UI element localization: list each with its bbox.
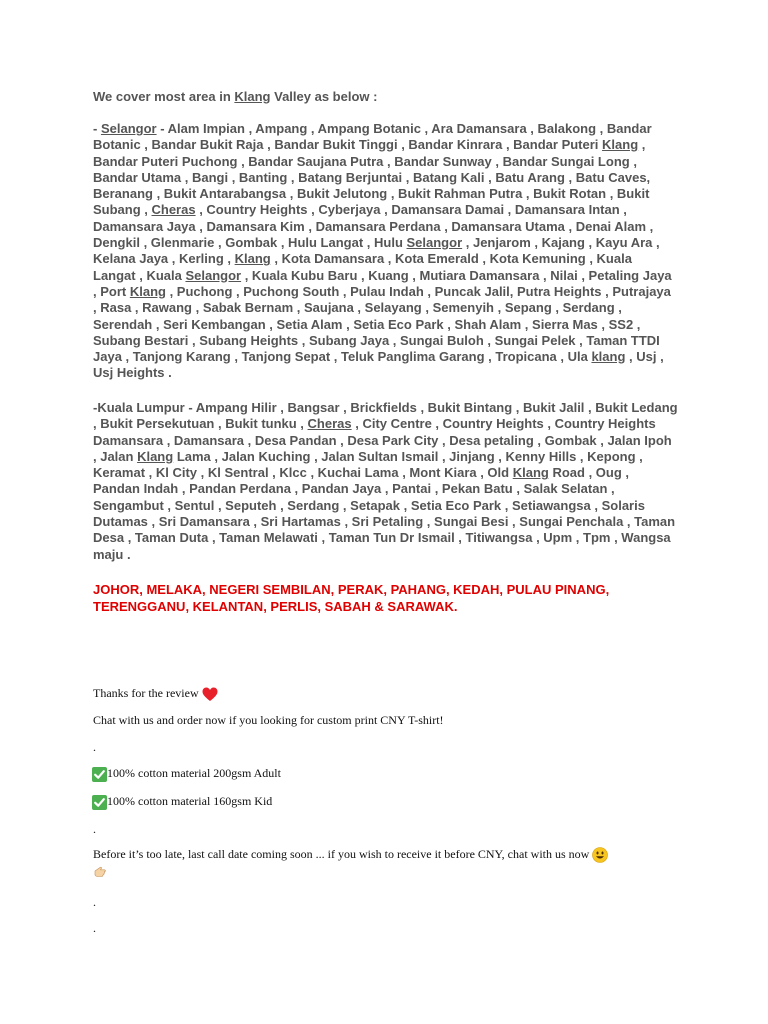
adult-line bbox=[92, 766, 281, 782]
selangor-area-list bbox=[93, 121, 678, 382]
klang-link[interactable]: Klang bbox=[512, 465, 549, 481]
area-text: Road , Oug , Pandan Indah , Pandan Perdana , Pandan Jaya , Pantai , Pekan Batu , Salak Selatan , Sengambut , Sentul , Seputeh , Serdang , Setapak , Setia Eco Park , Setiawangsa , Solaris Dutamas , Sri Damansara , Sri Hartamas , Sri Petaling , Sungai Besi , Sungai Penchala , Taman Desa , Taman Duta , Taman Melawati , Taman Tun Dr Ismail , Titiwangsa , Upm , Tpm , Wangsa maju . bbox=[93, 465, 676, 562]
kid-line bbox=[92, 794, 272, 810]
thanks-text: Thanks for the review bbox=[93, 686, 199, 700]
klang-link[interactable]: Klang bbox=[234, 89, 271, 104]
cheras-link[interactable]: Cheras bbox=[151, 202, 196, 218]
selangor-link[interactable]: Selangor bbox=[406, 235, 463, 251]
klang-link[interactable]: Klang bbox=[234, 251, 271, 267]
before-text: Before it’s too late, last call date coming soon ... if you wish to receive it before CNY, chat with us now bbox=[93, 847, 590, 861]
area-text: , Jenjarom , Kajang , Kayu Ara , Kelana Jaya , Kerling , bbox=[93, 235, 660, 267]
list-prefix: - bbox=[93, 121, 101, 136]
klang-link[interactable]: Klang bbox=[602, 137, 639, 153]
selangor-link[interactable]: Selangor bbox=[185, 267, 242, 283]
adult-text: 100% cotton material 200gsm Adult bbox=[107, 766, 281, 780]
heading-text-end: Valley as below : bbox=[270, 89, 378, 104]
chat-line: Chat with us and order now if you looking for custom print CNY T-shirt! bbox=[93, 713, 444, 727]
area-text: , City Centre , Country Heights , Country Heights Damansara , Damansara , Desa Pandan , Desa Park City , Desa petaling , Gombak , Jalan Ipoh , Jalan bbox=[93, 416, 672, 464]
before-line bbox=[93, 847, 608, 863]
thanks-line bbox=[93, 686, 218, 702]
area-text: , Country Heights , Cyberjaya , Damansara Damai , Damansara Intan , Damansara Jaya , Damansara Kim , Damansara Perdana , Damansara Utama , Denai Alam , Dengkil , Glenmarie , Gombak , Hulu Langat , Hulu bbox=[93, 202, 654, 251]
dot-separator: . bbox=[93, 822, 96, 836]
list-dash: - bbox=[156, 121, 168, 136]
states-list: JOHOR, MELAKA, NEGERI SEMBILAN, PERAK, PAHANG, KEDAH, PULAU PINANG, TERENGGANU, KELANTAN, PERLIS, SABAH & SARAWAK. bbox=[93, 582, 610, 614]
area-text: Lama , Jalan Kuching , Jalan Sultan Ismail , Jinjang , Kenny Hills , Kepong , Keramat , Kl City , Kl Sentral , Klcc , Kuchai Lama , Mont Kiara , Old bbox=[93, 448, 643, 481]
klang-link[interactable]: Klang bbox=[129, 283, 166, 299]
area-text: , Bandar Puteri Puchong , Bandar Saujana Putra , Bandar Sunway , Bandar Sungai Long , Bandar Utama , Bangi , Banting , Batang Berjuntai , Batang Kali , Batu Arang , Batu Caves, Beranang , Bukit Antarabangsa , Bukit Jelutong , Bukit Rahman Putra , Bukit Rotan , Bukit Subang , bbox=[93, 137, 651, 218]
coverage-heading bbox=[93, 89, 693, 105]
dot-separator: . bbox=[93, 895, 96, 909]
dot-separator: . bbox=[93, 740, 96, 754]
area-text: -Kuala Lumpur - Ampang Hilir , Bangsar , Brickfields , Bukit Bintang , Bukit Jalil , Bukit Ledang , Bukit Persekutuan , Bukit tunku , bbox=[93, 400, 678, 432]
area-text: , Usj , Usj Heights . bbox=[93, 349, 664, 381]
red-heart-icon bbox=[202, 687, 218, 702]
kid-text: 100% cotton material 160gsm Kid bbox=[107, 794, 273, 808]
cheras-link[interactable]: Cheras bbox=[307, 416, 352, 432]
pointing-hand-icon bbox=[93, 865, 107, 879]
area-text: , Puchong , Puchong South , Pulau Indah , Puncak Jalil, Putra Heights , Putrajaya , Rasa , Rawang , Sabak Bernam , Saujana , Selayang , Semenyih , Sepang , Serdang , Serendah , Seri Kembangan , Setia Alam , Setia Eco Park , Shah Alam , Sierra Mas , SS2 , Subang Bestari , Subang Heights , Subang Jaya , Sungai Buloh , Sungai Pelek , Taman TTDI Jaya , Tanjong Karang , Tanjong Sepat , Teluk Panglima Garang , Tropicana , Ula bbox=[93, 283, 671, 365]
green-check-icon bbox=[92, 795, 107, 810]
klang-link[interactable]: Klang bbox=[137, 448, 174, 464]
area-text: , Kuala Kubu Baru , Kuang , Mutiara Damansara , Nilai , Petaling Jaya , Port bbox=[93, 267, 672, 299]
green-check-icon bbox=[92, 767, 107, 782]
area-text: Alam Impian , Ampang , Ampang Botanic , Ara Damansara , Balakong , Bandar Botanic , Bandar Bukit Raja , Bandar Bukit Tinggi , Bandar Kinrara , Bandar Puteri bbox=[93, 121, 652, 153]
selangor-link[interactable]: Selangor bbox=[100, 121, 157, 136]
kuala-lumpur-area-list bbox=[93, 400, 678, 563]
dot-separator: . bbox=[93, 921, 96, 935]
heading-text: We cover most area in bbox=[93, 89, 235, 104]
smiley-icon bbox=[592, 847, 608, 863]
area-text: , Kota Damansara , Kota Emerald , Kota Kemuning , Kuala Langat , Kuala bbox=[93, 251, 632, 283]
klang-link[interactable]: klang bbox=[591, 349, 626, 365]
